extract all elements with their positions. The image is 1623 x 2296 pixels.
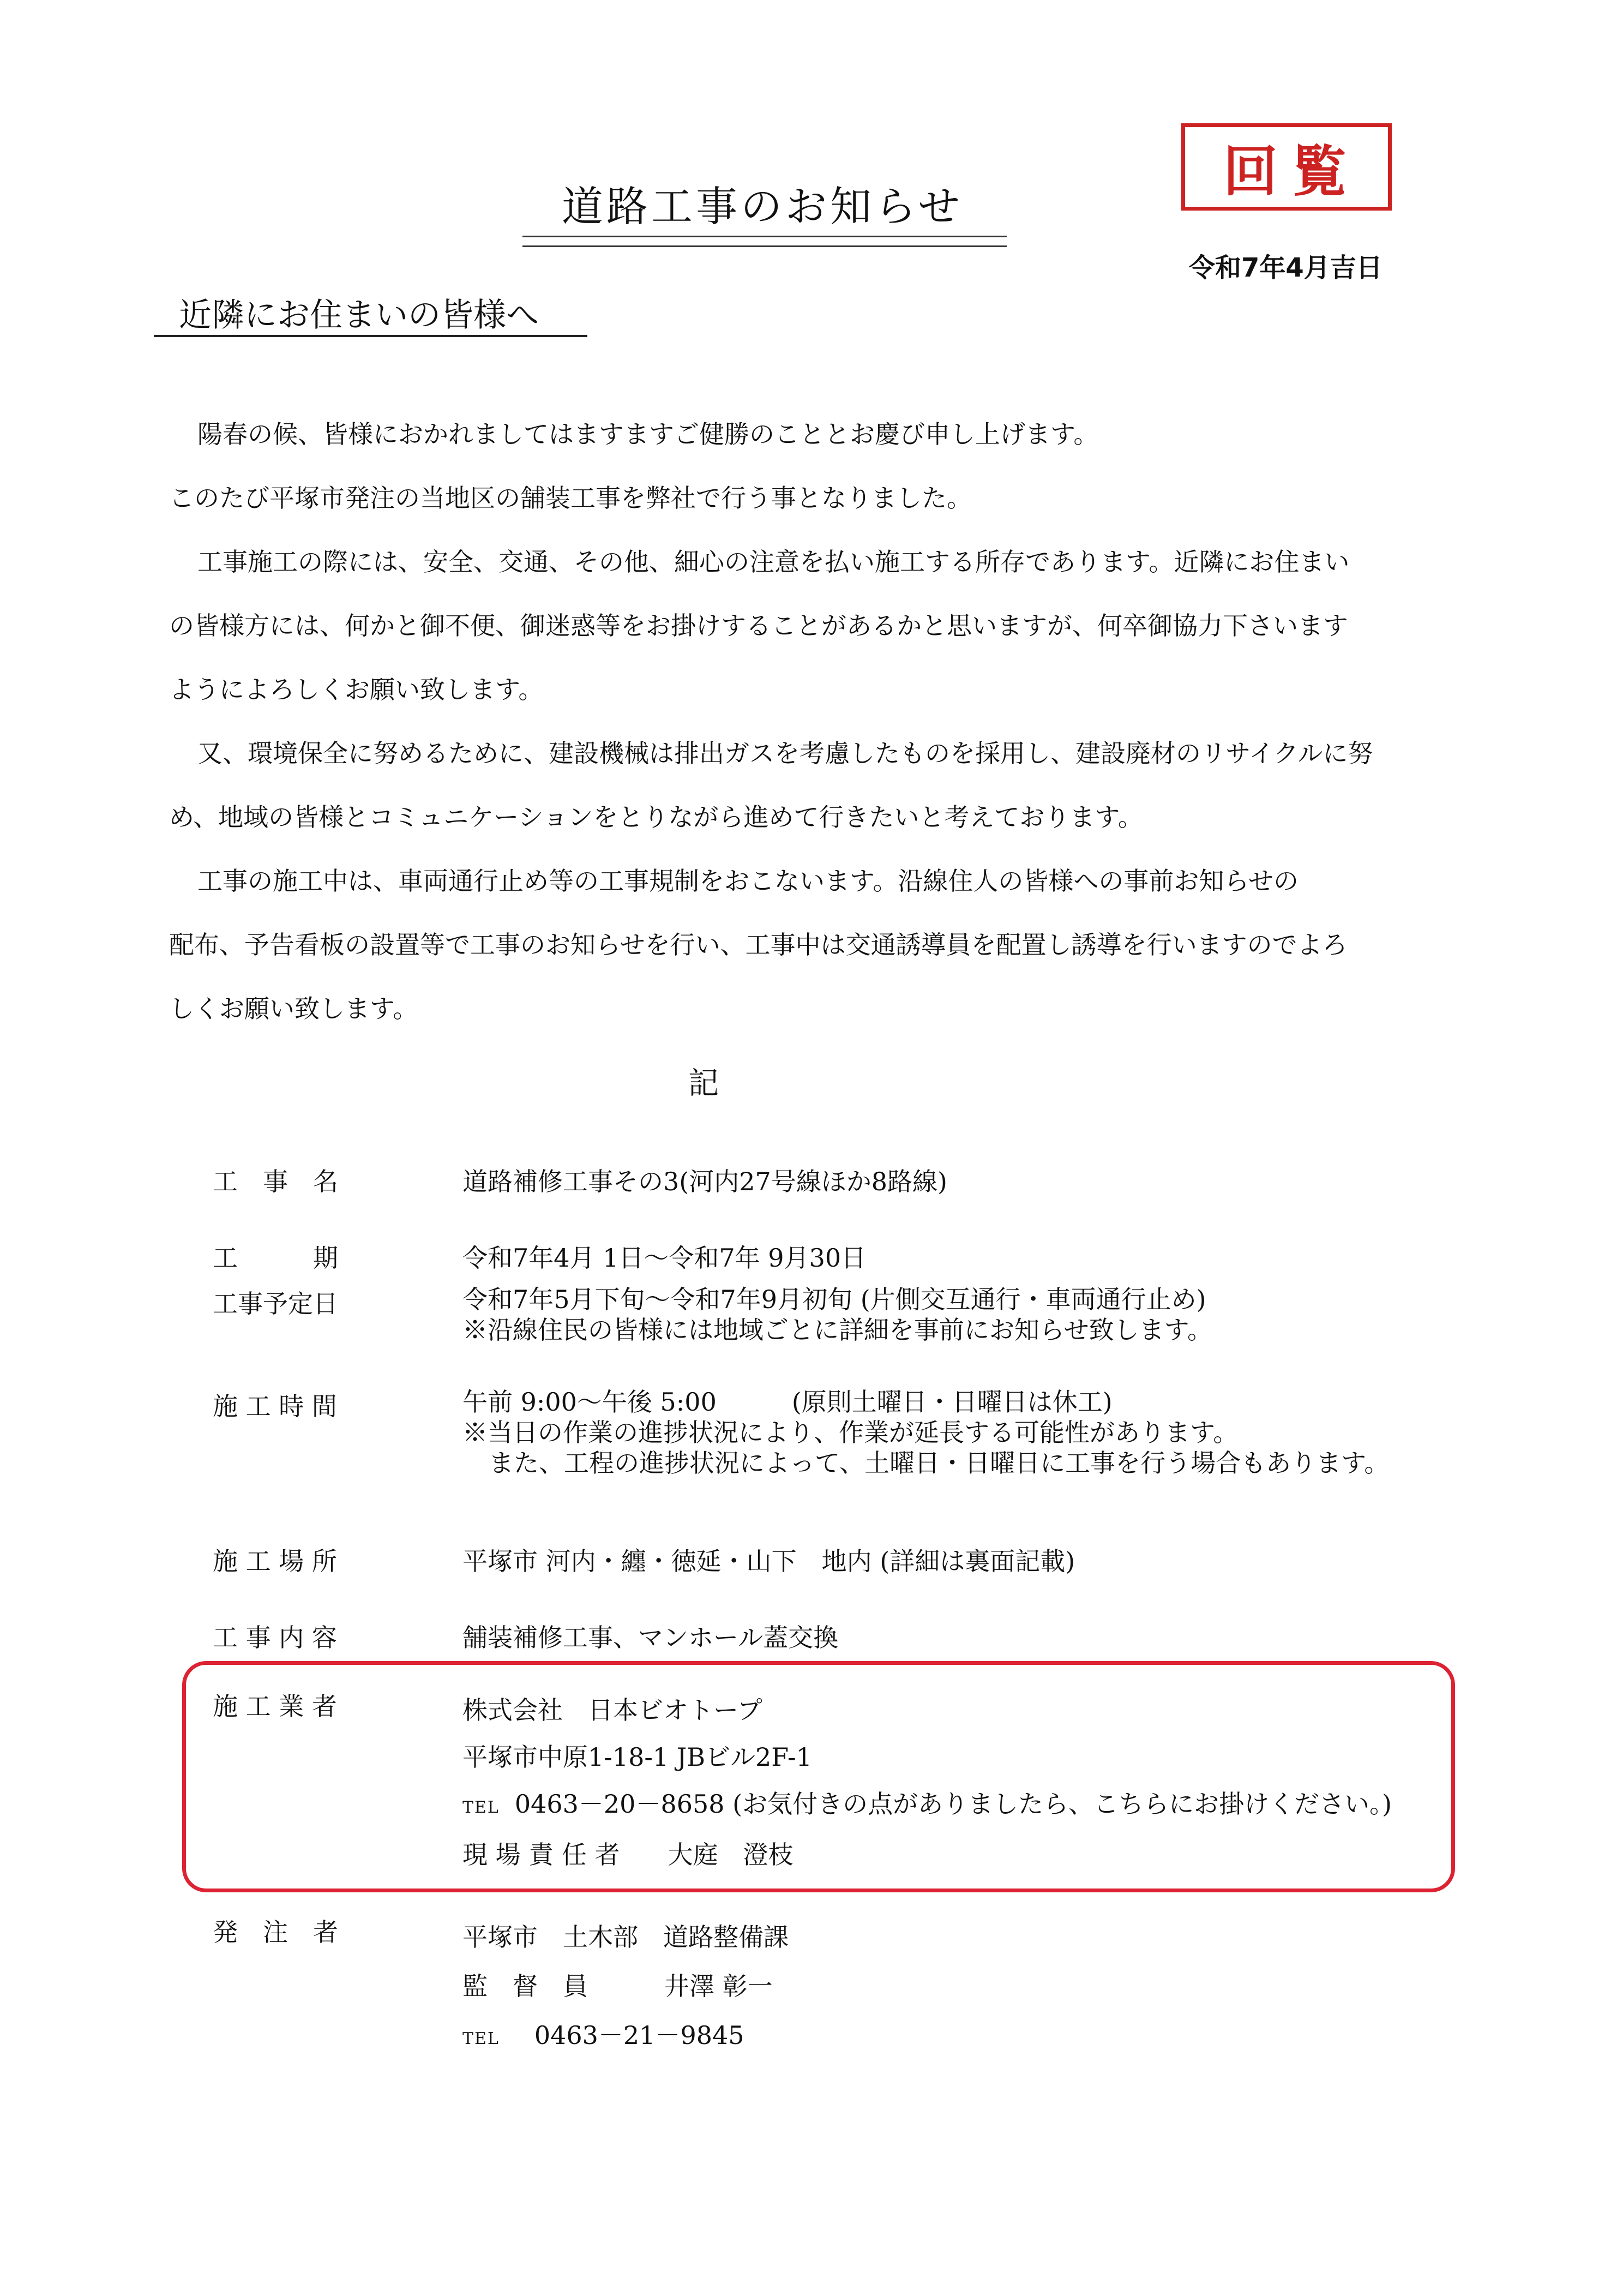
detail-value	[462, 1387, 1389, 1478]
addressee: 近隣にお住まいの皆様へ	[179, 296, 539, 334]
body-line: 又、環境保全に努めるために、建設機械は排出ガスを考慮したものを採用し、建設廃材のリサイクルに努	[197, 739, 1373, 768]
circulation-stamp: 回覧	[1181, 123, 1392, 211]
title-underline	[522, 245, 1007, 247]
detail-label: 工事予定日	[213, 1289, 338, 1318]
detail-label: 施 工 時 間	[213, 1392, 337, 1421]
detail-label: 工 事 名	[213, 1167, 338, 1196]
document-date: 令和7年4月吉日	[1189, 253, 1382, 283]
orderer-tel	[462, 2011, 789, 2064]
schedule-note: ※沿線住民の皆様には地域ごとに詳細を事前にお知らせ致します。	[462, 1315, 1212, 1345]
supervisor-name: 井澤 彰一	[664, 1971, 773, 2001]
body-line: 配布、予告看板の設置等で工事のお知らせを行い、工事中は交通誘導員を配置し誘導を行いますのでよろ	[169, 930, 1348, 960]
body-line: しくお願い致します。	[169, 994, 418, 1023]
detail-value	[462, 1687, 1392, 1878]
hours-note: ※当日の作業の進捗状況により、作業が延長する可能性があります。	[462, 1418, 1239, 1447]
detail-label: 工 事 内 容	[213, 1623, 337, 1652]
orderer-tel-number: 0463－21－9845	[534, 2021, 744, 2050]
contractor-address: 平塚市中原1-18-1 JBビル2F-1	[462, 1742, 812, 1772]
tel-mark: TEL	[462, 2029, 500, 2048]
detail-value	[462, 1913, 789, 2064]
contractor-tel-number: 0463－20－8658 (お気付きの点がありましたら、こちらにお掛けください。)	[514, 1789, 1392, 1819]
body-line: 陽春の候、皆様におかれましてはますますご健勝のこととお慶び申し上げます。	[197, 419, 1099, 449]
hours-note: また、工程の進捗状況によって、土曜日・日曜日に工事を行う場合もあります。	[489, 1448, 1390, 1478]
body-line: このたび平塚市発注の当地区の舗装工事を弊社で行う事となりました。	[169, 483, 972, 513]
detail-value: 平塚市 河内・纏・徳延・山下 地内 (詳細は裏面記載)	[462, 1546, 1075, 1576]
detail-value: 令和7年4月 1日～令和7年 9月30日	[462, 1243, 867, 1273]
detail-label: 発 注 者	[213, 1917, 338, 1947]
body-line: 工事の施工中は、車両通行止め等の工事規制をおこないます。沿線住人の皆様への事前お知らせの	[197, 866, 1299, 896]
body-line: 工事施工の際には、安全、交通、その他、細心の注意を払い施工する所存であります。近隣にお住まい	[197, 547, 1350, 577]
hours-value: 午前 9:00～午後 5:00 (原則土曜日・日曜日は休工)	[462, 1387, 1113, 1417]
orderer-org: 平塚市 土木部 道路整備課	[462, 1922, 789, 1952]
ki-heading: 記	[688, 1066, 719, 1101]
tel-mark: TEL	[462, 1798, 500, 1817]
supervisor-label: 監 督 員	[462, 1971, 588, 2001]
schedule-value: 令和7年5月下旬～令和7年9月初旬 (片側交互通行・車両通行止め)	[462, 1285, 1206, 1314]
contractor-tel	[462, 1781, 1392, 1831]
body-line: め、地域の皆様とコミュニケーションをとりながら進めて行きたいと考えております。	[169, 802, 1143, 832]
document-title: 道路工事のお知らせ	[562, 182, 963, 231]
detail-label: 施 工 業 者	[213, 1692, 337, 1721]
title-underline	[522, 236, 1007, 237]
manager-name: 大庭 澄枝	[668, 1840, 794, 1869]
manager-label: 現 場 責 任 者	[462, 1840, 620, 1869]
detail-label: 工 期	[213, 1243, 338, 1273]
detail-value: 道路補修工事その3(河内27号線ほか8路線)	[462, 1167, 947, 1196]
detail-label: 施 工 場 所	[213, 1546, 337, 1576]
contractor-company: 株式会社 日本ビオトープ	[462, 1695, 762, 1725]
body-line: の皆様方には、何かと御不便、御迷惑等をお掛けすることがあるかと思いますが、何卒御協力下さいます	[169, 611, 1348, 640]
detail-value: 舗装補修工事、マンホール蓋交換	[462, 1623, 839, 1652]
detail-value	[462, 1284, 1212, 1345]
contractor-manager	[462, 1831, 1392, 1878]
addressee-underline	[154, 335, 587, 337]
body-line: ようによろしくお願い致します。	[169, 675, 544, 704]
letter-body	[169, 403, 1478, 1041]
orderer-supervisor	[462, 1962, 789, 2011]
